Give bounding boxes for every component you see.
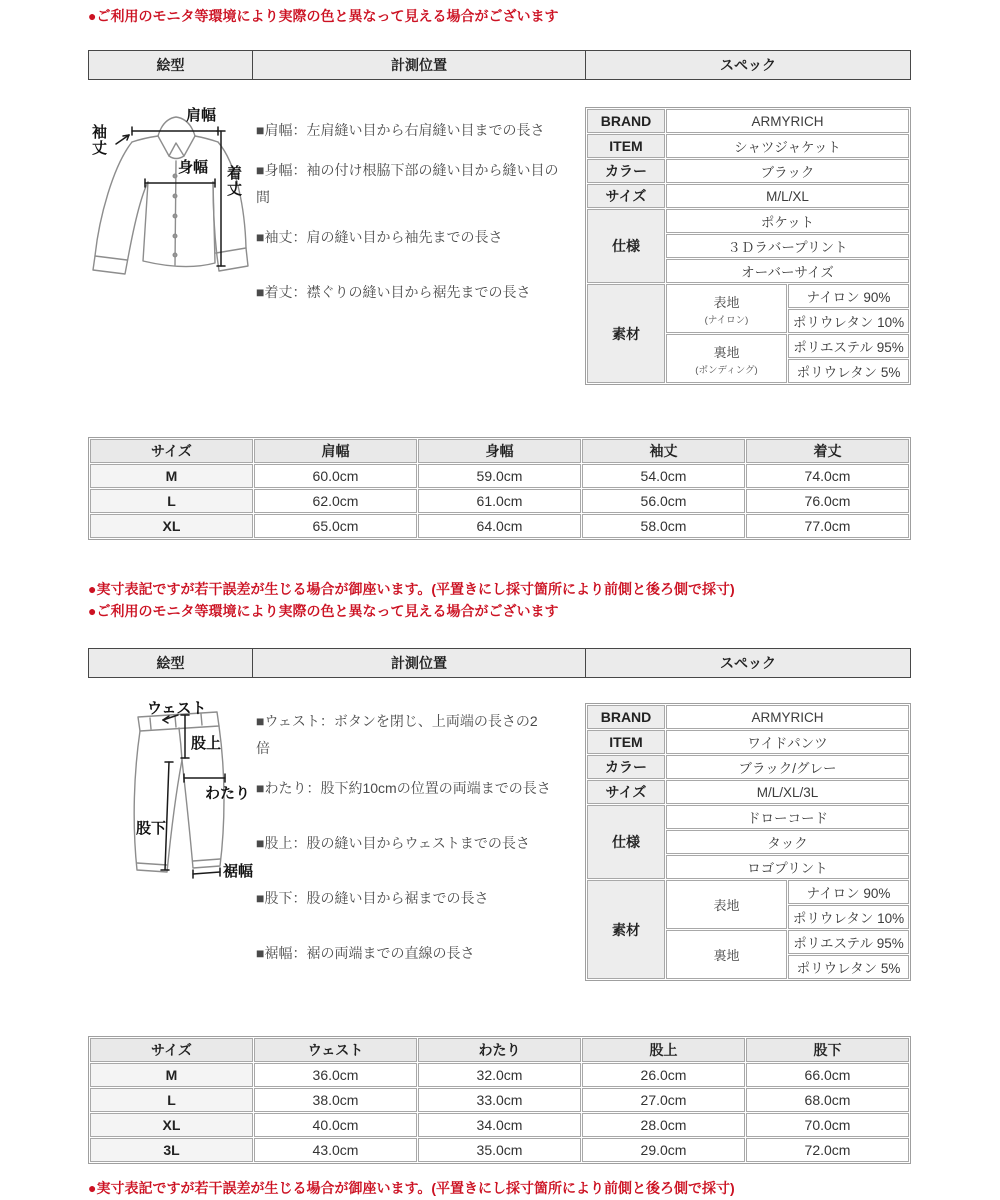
size-cell: 70.0cm bbox=[746, 1113, 909, 1137]
pants-inseam-label: 股下 bbox=[136, 820, 167, 837]
size-cell: 60.0cm bbox=[254, 464, 417, 488]
size-name: 3L bbox=[90, 1138, 253, 1162]
spec-feature: ３Ｄラバープリント bbox=[666, 234, 909, 258]
size-cell: 77.0cm bbox=[746, 514, 909, 538]
spec-size-value: M/L/XL/3L bbox=[666, 780, 909, 804]
table-row bbox=[90, 1138, 909, 1162]
size-cell: 38.0cm bbox=[254, 1088, 417, 1112]
monitor-notice-top: ●ご利用のモニタ等環境により実際の色と異なって見える場合がございます bbox=[88, 8, 559, 24]
size-name: XL bbox=[90, 514, 253, 538]
size-cell: 56.0cm bbox=[582, 489, 745, 513]
spec-lining-label: 裏地 bbox=[666, 930, 787, 979]
spec-color-value: ブラック bbox=[666, 159, 909, 183]
size-name: L bbox=[90, 1088, 253, 1112]
table-row bbox=[90, 1088, 909, 1112]
shirt-size-table bbox=[88, 437, 911, 540]
size-cell: 32.0cm bbox=[418, 1063, 581, 1087]
spec-outer-title: 表地 bbox=[713, 294, 740, 310]
shirt-note-length: ■着丈：襟ぐりの縫い目から裾先までの長さ bbox=[256, 284, 531, 300]
size-name: M bbox=[90, 1063, 253, 1087]
table-row bbox=[90, 514, 909, 538]
size-header: サイズ bbox=[90, 1038, 253, 1062]
spec-outer-material: ポリウレタン 10% bbox=[788, 905, 909, 929]
spec-item-label: ITEM bbox=[587, 134, 665, 158]
size-cell: 59.0cm bbox=[418, 464, 581, 488]
spec-outer-label: 表地 bbox=[666, 880, 787, 929]
pants-size-table bbox=[88, 1036, 911, 1164]
pants-measure-notes bbox=[256, 708, 596, 980]
size-header: 袖丈 bbox=[582, 439, 745, 463]
spec-outer-material: ポリウレタン 10% bbox=[788, 309, 909, 333]
pants-note-waist: ■ウェスト：ボタンを閉じ、上両端の長さの2倍 bbox=[256, 713, 538, 756]
pants-note-hem: ■裾幅：裾の両端までの直線の長さ bbox=[256, 945, 475, 961]
header-measure-position: 計測位置 bbox=[253, 51, 586, 80]
size-cell: 64.0cm bbox=[418, 514, 581, 538]
pants-thigh-label: わたり bbox=[205, 785, 251, 802]
section1-header-row bbox=[88, 50, 911, 80]
size-cell: 66.0cm bbox=[746, 1063, 909, 1087]
size-cell: 76.0cm bbox=[746, 489, 909, 513]
pants-spec-table bbox=[585, 703, 911, 981]
spec-color-label: カラー bbox=[587, 159, 665, 183]
pants-hem-width-label: 裾幅 bbox=[223, 863, 254, 880]
spec-brand-value: ARMYRICH bbox=[666, 705, 909, 729]
size-header: 肩幅 bbox=[254, 439, 417, 463]
header-drawing: 絵型 bbox=[89, 51, 253, 80]
spec-feature: ポケット bbox=[666, 209, 909, 233]
size-cell: 26.0cm bbox=[582, 1063, 745, 1087]
spec-color-label: カラー bbox=[587, 755, 665, 779]
spec-brand-label: BRAND bbox=[587, 109, 665, 133]
section2-header-row bbox=[88, 648, 911, 678]
spec-outer-material: ナイロン 90% bbox=[788, 880, 909, 904]
size-cell: 36.0cm bbox=[254, 1063, 417, 1087]
table-row bbox=[90, 1063, 909, 1087]
spec-item-label: ITEM bbox=[587, 730, 665, 754]
spec-lining-note: (ボンディング) bbox=[695, 364, 758, 376]
pants-rise-label: 股上 bbox=[191, 735, 222, 752]
size-cell: 72.0cm bbox=[746, 1138, 909, 1162]
spec-color-value: ブラック/グレー bbox=[666, 755, 909, 779]
spec-outer-note: (ナイロン) bbox=[704, 314, 749, 326]
spec-feature: オーバーサイズ bbox=[666, 259, 909, 283]
spec-features-label: 仕様 bbox=[587, 209, 665, 283]
header-spec: スペック bbox=[586, 51, 911, 80]
pants-note-rise: ■股上：股の縫い目からウェストまでの長さ bbox=[256, 835, 530, 851]
size-name: L bbox=[90, 489, 253, 513]
spec-item-value: シャツジャケット bbox=[666, 134, 909, 158]
size-header: わたり bbox=[418, 1038, 581, 1062]
size-header: 身幅 bbox=[418, 439, 581, 463]
shirt-spec-table bbox=[585, 107, 911, 385]
shirt-note-sleeve: ■袖丈：肩の縫い目から袖先までの長さ bbox=[256, 229, 503, 245]
size-cell: 28.0cm bbox=[582, 1113, 745, 1137]
spec-lining-material: ポリウレタン 5% bbox=[788, 359, 909, 383]
header-measure-position: 計測位置 bbox=[253, 649, 586, 678]
accuracy-notice-mid: ●実寸表記ですが若干誤差が生じる場合が御座います。(平置きにし採寸箇所により前側と後ろ側で採寸) bbox=[88, 581, 735, 597]
spec-feature: タック bbox=[666, 830, 909, 854]
size-cell: 43.0cm bbox=[254, 1138, 417, 1162]
spec-material-label: 素材 bbox=[587, 284, 665, 383]
shirt-note-width: ■身幅：袖の付け根脇下部の縫い目から縫い目の間 bbox=[256, 162, 559, 205]
spec-lining-material: ポリエステル 95% bbox=[788, 334, 909, 358]
size-name: M bbox=[90, 464, 253, 488]
spec-feature: ドローコード bbox=[666, 805, 909, 829]
size-cell: 61.0cm bbox=[418, 489, 581, 513]
spec-size-value: M/L/XL bbox=[666, 184, 909, 208]
shirt-shoulder-width-label: 肩幅 bbox=[186, 107, 217, 124]
size-header: 股上 bbox=[582, 1038, 745, 1062]
table-row bbox=[90, 489, 909, 513]
size-cell: 62.0cm bbox=[254, 489, 417, 513]
spec-feature: ロゴプリント bbox=[666, 855, 909, 879]
size-name: XL bbox=[90, 1113, 253, 1137]
header-drawing: 絵型 bbox=[89, 649, 253, 678]
size-header: サイズ bbox=[90, 439, 253, 463]
size-header: 股下 bbox=[746, 1038, 909, 1062]
pants-note-inseam: ■股下：股の縫い目から裾までの長さ bbox=[256, 890, 489, 906]
spec-material-label: 素材 bbox=[587, 880, 665, 979]
spec-item-value: ワイドパンツ bbox=[666, 730, 909, 754]
shirt-body-length-label: 着丈 bbox=[225, 165, 242, 197]
size-cell: 68.0cm bbox=[746, 1088, 909, 1112]
size-cell: 29.0cm bbox=[582, 1138, 745, 1162]
size-header: 着丈 bbox=[746, 439, 909, 463]
spec-size-label: サイズ bbox=[587, 184, 665, 208]
spec-size-label: サイズ bbox=[587, 780, 665, 804]
size-cell: 54.0cm bbox=[582, 464, 745, 488]
size-cell: 27.0cm bbox=[582, 1088, 745, 1112]
size-cell: 34.0cm bbox=[418, 1113, 581, 1137]
spec-lining-material: ポリウレタン 5% bbox=[788, 955, 909, 979]
shirt-body-width-label: 身幅 bbox=[178, 159, 209, 176]
spec-lining-material: ポリエステル 95% bbox=[788, 930, 909, 954]
spec-lining-label bbox=[666, 334, 787, 383]
size-cell: 40.0cm bbox=[254, 1113, 417, 1137]
table-row bbox=[90, 1113, 909, 1137]
size-cell: 65.0cm bbox=[254, 514, 417, 538]
spec-outer-material: ナイロン 90% bbox=[788, 284, 909, 308]
size-cell: 35.0cm bbox=[418, 1138, 581, 1162]
spec-brand-label: BRAND bbox=[587, 705, 665, 729]
shirt-measure-notes bbox=[256, 117, 596, 319]
table-row bbox=[90, 464, 909, 488]
shirt-note-shoulder: ■肩幅：左肩縫い目から右肩縫い目までの長さ bbox=[256, 122, 545, 138]
pants-note-thigh: ■わたり：股下約10cmの位置の両端までの長さ bbox=[256, 780, 551, 796]
size-cell: 33.0cm bbox=[418, 1088, 581, 1112]
spec-outer-label bbox=[666, 284, 787, 333]
size-header: ウェスト bbox=[254, 1038, 417, 1062]
header-spec: スペック bbox=[586, 649, 911, 678]
pants-waist-label: ウェスト bbox=[147, 700, 207, 717]
size-cell: 74.0cm bbox=[746, 464, 909, 488]
shirt-sleeve-length-label: 袖丈 bbox=[90, 124, 107, 156]
spec-brand-value: ARMYRICH bbox=[666, 109, 909, 133]
spec-features-label: 仕様 bbox=[587, 805, 665, 879]
size-cell: 58.0cm bbox=[582, 514, 745, 538]
spec-lining-title: 裏地 bbox=[713, 344, 740, 360]
monitor-notice-mid: ●ご利用のモニタ等環境により実際の色と異なって見える場合がございます bbox=[88, 603, 559, 619]
accuracy-notice-bottom: ●実寸表記ですが若干誤差が生じる場合が御座います。(平置きにし採寸箇所により前側と後ろ側で採寸) bbox=[88, 1180, 735, 1196]
